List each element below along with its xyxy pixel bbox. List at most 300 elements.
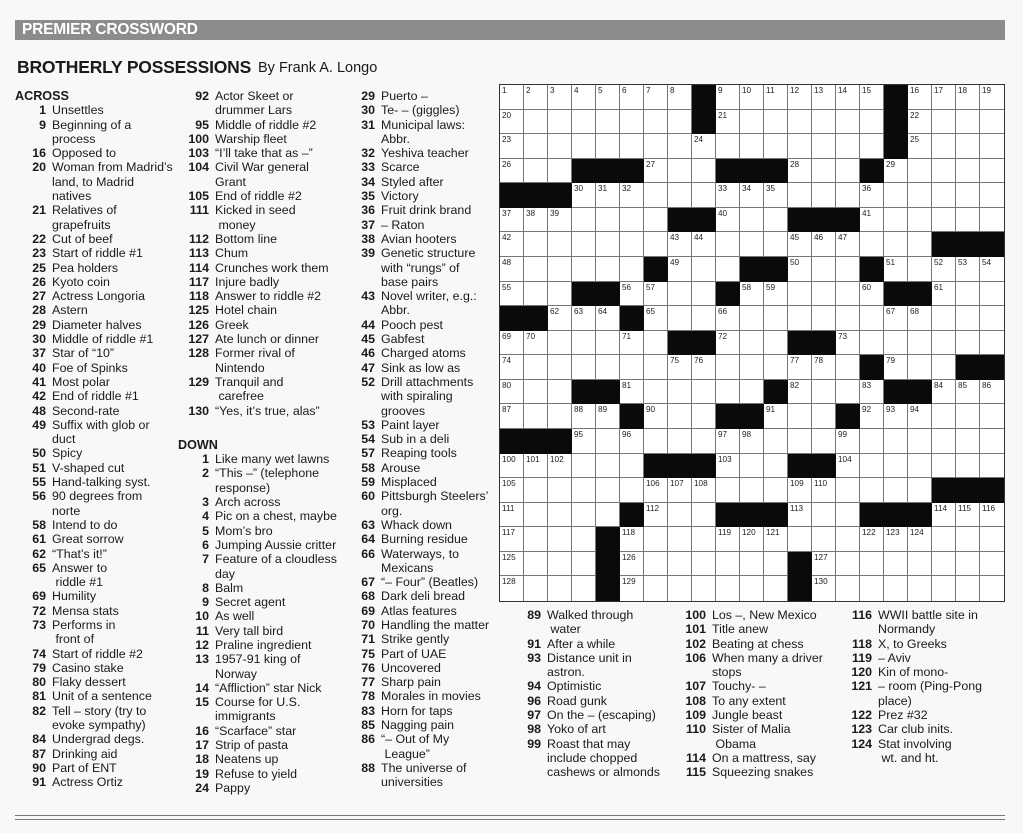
- grid-cell[interactable]: [860, 110, 884, 135]
- grid-cell[interactable]: [716, 527, 740, 552]
- across-clue[interactable]: [178, 146, 353, 160]
- down-clue[interactable]: [178, 781, 353, 795]
- grid-cell[interactable]: [668, 159, 692, 184]
- across-clue[interactable]: [15, 146, 185, 160]
- grid-cell[interactable]: [860, 576, 884, 601]
- grid-cell[interactable]: [668, 576, 692, 601]
- down-clue[interactable]: [678, 751, 846, 765]
- grid-cell[interactable]: [764, 429, 788, 454]
- down-clue[interactable]: [350, 246, 497, 289]
- grid-cell[interactable]: [692, 183, 716, 208]
- down-clue[interactable]: [350, 446, 497, 460]
- grid-cell[interactable]: [692, 576, 716, 601]
- down-clue[interactable]: [845, 722, 1005, 736]
- down-clue[interactable]: [350, 175, 497, 189]
- down-clue[interactable]: [350, 361, 497, 375]
- down-clue[interactable]: [178, 581, 353, 595]
- grid-cell[interactable]: [692, 552, 716, 577]
- grid-cell[interactable]: [692, 478, 716, 503]
- down-clue[interactable]: [350, 604, 497, 618]
- down-clue[interactable]: [178, 695, 353, 724]
- grid-cell[interactable]: [980, 429, 1004, 454]
- down-clue[interactable]: [178, 638, 353, 652]
- down-clue[interactable]: [678, 765, 846, 779]
- down-clue[interactable]: [178, 538, 353, 552]
- down-clue[interactable]: [678, 637, 846, 651]
- grid-cell[interactable]: [644, 404, 668, 429]
- grid-cell[interactable]: [908, 454, 932, 479]
- grid-cell[interactable]: [812, 576, 836, 601]
- grid-cell[interactable]: [548, 404, 572, 429]
- down-clue[interactable]: [178, 495, 353, 509]
- down-clue[interactable]: [845, 608, 1005, 637]
- grid-cell[interactable]: [956, 331, 980, 356]
- down-clue[interactable]: [350, 532, 497, 546]
- grid-cell[interactable]: [644, 552, 668, 577]
- grid-cell[interactable]: [908, 576, 932, 601]
- grid-cell[interactable]: [956, 527, 980, 552]
- across-clue[interactable]: [15, 203, 185, 232]
- grid-cell[interactable]: [956, 110, 980, 135]
- grid-cell[interactable]: [644, 503, 668, 528]
- down-clue[interactable]: [515, 608, 680, 637]
- grid-cell[interactable]: [668, 527, 692, 552]
- down-clue[interactable]: [350, 475, 497, 489]
- down-clue[interactable]: [178, 624, 353, 638]
- grid-cell[interactable]: [788, 355, 812, 380]
- grid-cell[interactable]: [500, 355, 524, 380]
- across-clue[interactable]: [15, 246, 185, 260]
- grid-cell[interactable]: [572, 404, 596, 429]
- down-clue[interactable]: [350, 289, 497, 318]
- grid-cell[interactable]: [644, 355, 668, 380]
- grid-cell[interactable]: [644, 134, 668, 159]
- grid-cell[interactable]: [908, 306, 932, 331]
- grid-cell[interactable]: [932, 527, 956, 552]
- grid-cell[interactable]: [884, 552, 908, 577]
- grid-cell[interactable]: [692, 503, 716, 528]
- grid-cell[interactable]: [836, 454, 860, 479]
- grid-cell[interactable]: [860, 404, 884, 429]
- grid-cell[interactable]: [908, 110, 932, 135]
- grid-cell[interactable]: [500, 159, 524, 184]
- grid-cell[interactable]: [812, 282, 836, 307]
- grid-cell[interactable]: [860, 429, 884, 454]
- down-clue[interactable]: [178, 752, 353, 766]
- grid-cell[interactable]: [572, 527, 596, 552]
- grid-cell[interactable]: [572, 429, 596, 454]
- grid-cell[interactable]: [956, 183, 980, 208]
- grid-cell[interactable]: [932, 380, 956, 405]
- grid-cell[interactable]: [620, 134, 644, 159]
- grid-cell[interactable]: [572, 478, 596, 503]
- down-clue[interactable]: [178, 452, 353, 466]
- across-clue[interactable]: [15, 475, 185, 489]
- grid-cell[interactable]: [668, 183, 692, 208]
- grid-cell[interactable]: [740, 232, 764, 257]
- grid-cell[interactable]: [884, 159, 908, 184]
- down-clue[interactable]: [350, 489, 497, 518]
- across-clue[interactable]: [15, 618, 185, 647]
- grid-cell[interactable]: [620, 552, 644, 577]
- grid-cell[interactable]: [908, 257, 932, 282]
- grid-cell[interactable]: [860, 282, 884, 307]
- grid-cell[interactable]: [980, 380, 1004, 405]
- grid-cell[interactable]: [500, 85, 524, 110]
- grid-cell[interactable]: [764, 552, 788, 577]
- grid-cell[interactable]: [956, 306, 980, 331]
- grid-cell[interactable]: [716, 110, 740, 135]
- across-clue[interactable]: [15, 732, 185, 746]
- across-clue[interactable]: [15, 532, 185, 546]
- grid-cell[interactable]: [908, 355, 932, 380]
- grid-cell[interactable]: [644, 232, 668, 257]
- grid-cell[interactable]: [692, 257, 716, 282]
- down-clue[interactable]: [350, 318, 497, 332]
- grid-cell[interactable]: [836, 380, 860, 405]
- grid-cell[interactable]: [788, 134, 812, 159]
- grid-cell[interactable]: [524, 282, 548, 307]
- grid-cell[interactable]: [596, 429, 620, 454]
- across-clue[interactable]: [15, 303, 185, 317]
- grid-cell[interactable]: [812, 134, 836, 159]
- grid-cell[interactable]: [860, 331, 884, 356]
- grid-cell[interactable]: [908, 331, 932, 356]
- grid-cell[interactable]: [524, 576, 548, 601]
- grid-cell[interactable]: [548, 380, 572, 405]
- down-clue[interactable]: [350, 418, 497, 432]
- grid-cell[interactable]: [980, 183, 1004, 208]
- grid-cell[interactable]: [740, 208, 764, 233]
- grid-cell[interactable]: [812, 183, 836, 208]
- grid-cell[interactable]: [620, 85, 644, 110]
- grid-cell[interactable]: [908, 429, 932, 454]
- grid-cell[interactable]: [668, 380, 692, 405]
- across-clue[interactable]: [15, 289, 185, 303]
- grid-cell[interactable]: [644, 282, 668, 307]
- grid-cell[interactable]: [740, 282, 764, 307]
- grid-cell[interactable]: [836, 110, 860, 135]
- across-clue[interactable]: [15, 547, 185, 561]
- down-clue[interactable]: [178, 767, 353, 781]
- grid-cell[interactable]: [692, 404, 716, 429]
- down-clue[interactable]: [350, 618, 497, 632]
- grid-cell[interactable]: [788, 85, 812, 110]
- grid-cell[interactable]: [956, 429, 980, 454]
- grid-cell[interactable]: [932, 552, 956, 577]
- grid-cell[interactable]: [884, 478, 908, 503]
- grid-cell[interactable]: [812, 380, 836, 405]
- down-clue[interactable]: [350, 632, 497, 646]
- grid-cell[interactable]: [596, 454, 620, 479]
- down-clue[interactable]: [350, 461, 497, 475]
- across-clue[interactable]: [15, 689, 185, 703]
- grid-cell[interactable]: [548, 208, 572, 233]
- grid-cell[interactable]: [620, 232, 644, 257]
- across-clue[interactable]: [15, 375, 185, 389]
- grid-cell[interactable]: [548, 134, 572, 159]
- grid-cell[interactable]: [572, 110, 596, 135]
- down-clue[interactable]: [845, 737, 1005, 766]
- grid-cell[interactable]: [956, 552, 980, 577]
- grid-cell[interactable]: [740, 454, 764, 479]
- grid-cell[interactable]: [668, 257, 692, 282]
- across-clue[interactable]: [15, 261, 185, 275]
- grid-cell[interactable]: [668, 552, 692, 577]
- grid-cell[interactable]: [668, 232, 692, 257]
- down-clue[interactable]: [350, 146, 497, 160]
- down-clue[interactable]: [178, 524, 353, 538]
- grid-cell[interactable]: [716, 85, 740, 110]
- grid-cell[interactable]: [596, 134, 620, 159]
- grid-cell[interactable]: [596, 404, 620, 429]
- across-clue[interactable]: [15, 704, 185, 733]
- across-clue[interactable]: [178, 203, 353, 232]
- across-clue[interactable]: [15, 561, 185, 590]
- grid-cell[interactable]: [500, 232, 524, 257]
- down-clue[interactable]: [350, 375, 497, 418]
- across-clue[interactable]: [15, 275, 185, 289]
- grid-cell[interactable]: [932, 208, 956, 233]
- across-clue[interactable]: [15, 489, 185, 518]
- grid-cell[interactable]: [980, 306, 1004, 331]
- across-clue[interactable]: [178, 332, 353, 346]
- grid-cell[interactable]: [956, 134, 980, 159]
- grid-cell[interactable]: [620, 208, 644, 233]
- grid-cell[interactable]: [884, 355, 908, 380]
- grid-cell[interactable]: [788, 232, 812, 257]
- grid-cell[interactable]: [908, 183, 932, 208]
- grid-cell[interactable]: [692, 159, 716, 184]
- down-clue[interactable]: [350, 189, 497, 203]
- across-clue[interactable]: [178, 275, 353, 289]
- grid-cell[interactable]: [692, 429, 716, 454]
- grid-cell[interactable]: [716, 208, 740, 233]
- grid-cell[interactable]: [500, 552, 524, 577]
- grid-cell[interactable]: [836, 429, 860, 454]
- grid-cell[interactable]: [740, 331, 764, 356]
- grid-cell[interactable]: [572, 454, 596, 479]
- grid-cell[interactable]: [836, 232, 860, 257]
- grid-cell[interactable]: [788, 159, 812, 184]
- grid-cell[interactable]: [524, 331, 548, 356]
- down-clue[interactable]: [178, 595, 353, 609]
- grid-cell[interactable]: [836, 183, 860, 208]
- grid-cell[interactable]: [884, 306, 908, 331]
- grid-cell[interactable]: [812, 404, 836, 429]
- grid-cell[interactable]: [668, 85, 692, 110]
- grid-cell[interactable]: [572, 503, 596, 528]
- grid-cell[interactable]: [932, 85, 956, 110]
- grid-cell[interactable]: [500, 282, 524, 307]
- grid-cell[interactable]: [932, 355, 956, 380]
- grid-cell[interactable]: [740, 552, 764, 577]
- grid-cell[interactable]: [860, 208, 884, 233]
- grid-cell[interactable]: [620, 576, 644, 601]
- grid-cell[interactable]: [596, 208, 620, 233]
- grid-cell[interactable]: [596, 331, 620, 356]
- grid-cell[interactable]: [548, 257, 572, 282]
- grid-cell[interactable]: [596, 478, 620, 503]
- across-clue[interactable]: [15, 361, 185, 375]
- grid-cell[interactable]: [956, 282, 980, 307]
- grid-cell[interactable]: [932, 282, 956, 307]
- grid-cell[interactable]: [788, 257, 812, 282]
- grid-cell[interactable]: [932, 134, 956, 159]
- grid-cell[interactable]: [524, 503, 548, 528]
- across-clue[interactable]: [15, 232, 185, 246]
- down-clue[interactable]: [350, 203, 497, 217]
- grid-cell[interactable]: [740, 429, 764, 454]
- grid-cell[interactable]: [716, 380, 740, 405]
- grid-cell[interactable]: [524, 85, 548, 110]
- across-clue[interactable]: [178, 289, 353, 303]
- down-clue[interactable]: [178, 509, 353, 523]
- grid-cell[interactable]: [548, 282, 572, 307]
- grid-cell[interactable]: [884, 404, 908, 429]
- across-clue[interactable]: [15, 389, 185, 403]
- down-clue[interactable]: [845, 665, 1005, 679]
- grid-cell[interactable]: [572, 257, 596, 282]
- grid-cell[interactable]: [740, 306, 764, 331]
- down-clue[interactable]: [515, 651, 680, 680]
- grid-cell[interactable]: [860, 527, 884, 552]
- down-clue[interactable]: [350, 232, 497, 246]
- down-clue[interactable]: [350, 647, 497, 661]
- grid-cell[interactable]: [908, 478, 932, 503]
- grid-cell[interactable]: [932, 306, 956, 331]
- across-clue[interactable]: [178, 246, 353, 260]
- grid-cell[interactable]: [836, 85, 860, 110]
- grid-cell[interactable]: [692, 306, 716, 331]
- grid-cell[interactable]: [644, 331, 668, 356]
- grid-cell[interactable]: [524, 134, 548, 159]
- across-clue[interactable]: [15, 346, 185, 360]
- grid-cell[interactable]: [740, 85, 764, 110]
- grid-cell[interactable]: [836, 282, 860, 307]
- grid-cell[interactable]: [596, 355, 620, 380]
- grid-cell[interactable]: [812, 159, 836, 184]
- grid-cell[interactable]: [980, 404, 1004, 429]
- grid-cell[interactable]: [980, 331, 1004, 356]
- grid-cell[interactable]: [956, 208, 980, 233]
- grid-cell[interactable]: [620, 257, 644, 282]
- grid-cell[interactable]: [500, 454, 524, 479]
- grid-cell[interactable]: [860, 232, 884, 257]
- grid-cell[interactable]: [644, 85, 668, 110]
- across-clue[interactable]: [15, 318, 185, 332]
- grid-cell[interactable]: [836, 257, 860, 282]
- grid-cell[interactable]: [572, 134, 596, 159]
- grid-cell[interactable]: [812, 257, 836, 282]
- grid-cell[interactable]: [740, 134, 764, 159]
- grid-cell[interactable]: [620, 478, 644, 503]
- grid-cell[interactable]: [908, 159, 932, 184]
- grid-cell[interactable]: [956, 380, 980, 405]
- down-clue[interactable]: [350, 346, 497, 360]
- down-clue[interactable]: [178, 466, 353, 495]
- grid-cell[interactable]: [836, 478, 860, 503]
- grid-cell[interactable]: [644, 208, 668, 233]
- grid-cell[interactable]: [716, 454, 740, 479]
- grid-cell[interactable]: [860, 306, 884, 331]
- down-clue[interactable]: [178, 652, 353, 681]
- grid-cell[interactable]: [716, 355, 740, 380]
- grid-cell[interactable]: [908, 232, 932, 257]
- grid-cell[interactable]: [500, 331, 524, 356]
- grid-cell[interactable]: [716, 576, 740, 601]
- down-clue[interactable]: [178, 724, 353, 738]
- down-clue[interactable]: [515, 722, 680, 736]
- grid-cell[interactable]: [548, 576, 572, 601]
- grid-cell[interactable]: [548, 85, 572, 110]
- grid-cell[interactable]: [884, 331, 908, 356]
- grid-cell[interactable]: [524, 527, 548, 552]
- grid-cell[interactable]: [764, 576, 788, 601]
- grid-cell[interactable]: [668, 282, 692, 307]
- grid-cell[interactable]: [764, 527, 788, 552]
- grid-cell[interactable]: [692, 380, 716, 405]
- grid-cell[interactable]: [812, 478, 836, 503]
- across-clue[interactable]: [15, 675, 185, 689]
- grid-cell[interactable]: [500, 380, 524, 405]
- across-clue[interactable]: [15, 775, 185, 789]
- grid-cell[interactable]: [644, 478, 668, 503]
- grid-cell[interactable]: [908, 527, 932, 552]
- grid-cell[interactable]: [956, 404, 980, 429]
- grid-cell[interactable]: [668, 306, 692, 331]
- grid-cell[interactable]: [884, 527, 908, 552]
- grid-cell[interactable]: [836, 527, 860, 552]
- across-clue[interactable]: [15, 332, 185, 346]
- grid-cell[interactable]: [764, 331, 788, 356]
- down-clue[interactable]: [845, 637, 1005, 651]
- grid-cell[interactable]: [908, 134, 932, 159]
- grid-cell[interactable]: [788, 429, 812, 454]
- down-clue[interactable]: [350, 332, 497, 346]
- grid-cell[interactable]: [548, 232, 572, 257]
- grid-cell[interactable]: [500, 257, 524, 282]
- grid-cell[interactable]: [980, 85, 1004, 110]
- grid-cell[interactable]: [932, 331, 956, 356]
- grid-cell[interactable]: [644, 306, 668, 331]
- grid-cell[interactable]: [788, 380, 812, 405]
- across-clue[interactable]: [178, 261, 353, 275]
- grid-cell[interactable]: [596, 257, 620, 282]
- grid-cell[interactable]: [932, 183, 956, 208]
- grid-cell[interactable]: [596, 110, 620, 135]
- grid-cell[interactable]: [644, 183, 668, 208]
- across-clue[interactable]: [178, 160, 353, 189]
- grid-cell[interactable]: [644, 380, 668, 405]
- down-clue[interactable]: [845, 708, 1005, 722]
- grid-cell[interactable]: [884, 183, 908, 208]
- grid-cell[interactable]: [548, 355, 572, 380]
- grid-cell[interactable]: [524, 404, 548, 429]
- across-clue[interactable]: [178, 118, 353, 132]
- grid-cell[interactable]: [764, 282, 788, 307]
- grid-cell[interactable]: [860, 478, 884, 503]
- grid-cell[interactable]: [788, 110, 812, 135]
- grid-cell[interactable]: [572, 232, 596, 257]
- down-clue[interactable]: [350, 518, 497, 532]
- grid-cell[interactable]: [572, 552, 596, 577]
- down-clue[interactable]: [678, 608, 846, 622]
- grid-cell[interactable]: [500, 527, 524, 552]
- grid-cell[interactable]: [620, 454, 644, 479]
- down-clue[interactable]: [178, 552, 353, 581]
- grid-cell[interactable]: [788, 404, 812, 429]
